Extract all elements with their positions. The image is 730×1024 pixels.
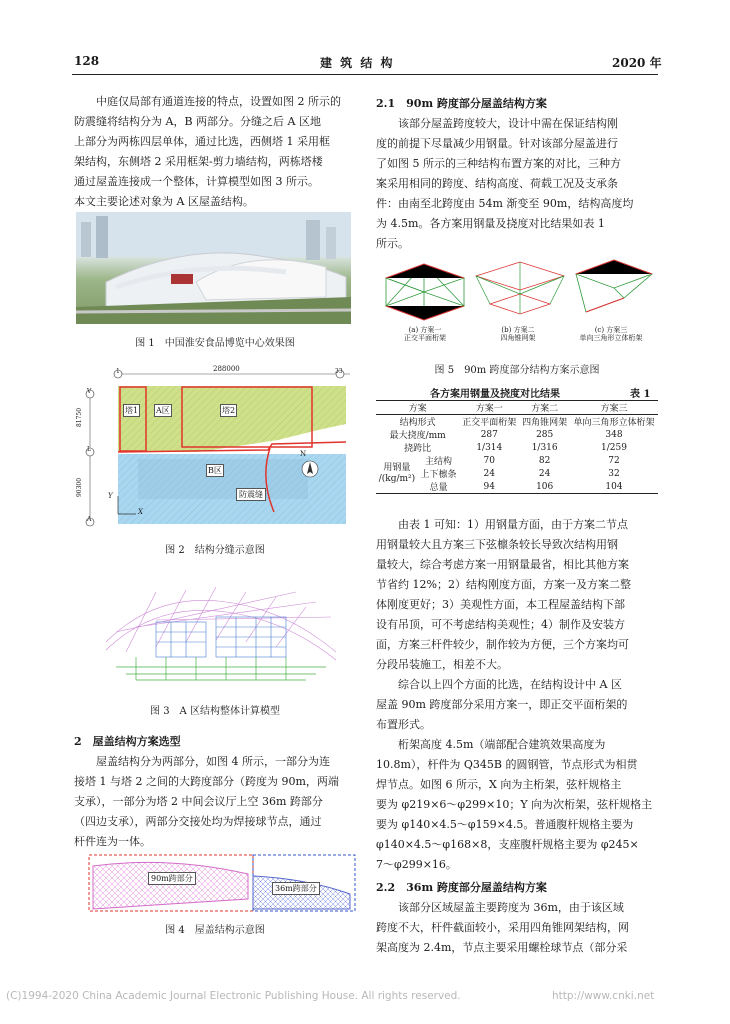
figure-3-caption: 图 3 A 区结构整体计算模型 (150, 706, 280, 717)
figure-5-schemes (380, 256, 656, 348)
figure-4-roof (88, 854, 356, 912)
plan-axis-A: A (87, 516, 92, 523)
plan-y-label: Y (108, 492, 113, 500)
table-cell: 106 (536, 481, 554, 492)
table-header-1: 方案一 (475, 404, 503, 414)
table-cell: 24 (538, 468, 551, 479)
fig5-sub-a: (a) 方案一 正交平面桁架 (404, 326, 446, 342)
table-cell: 82 (538, 455, 551, 466)
table-cell: 72 (608, 455, 620, 466)
table-cell: 94 (483, 481, 495, 492)
table-1-title: 各方案用钢量及挠度对比结果 (430, 389, 560, 400)
table-header-scheme: 方案 (408, 404, 427, 414)
table-cell: 正交平面桁架 (462, 418, 517, 428)
figure-1-rendering (76, 212, 351, 324)
table-cell: 1/259 (601, 442, 627, 453)
plan-label-zone-a: A区 (156, 406, 170, 415)
table-header-2: 方案二 (531, 404, 559, 414)
table-cell: 287 (480, 429, 498, 440)
journal-title: 建 筑 结 构 (320, 56, 395, 70)
plan-axis-33: 33 (335, 368, 343, 375)
right-paragraph-2: 由表 1 可知：1）用钢量方面，由于方案二节点 用钢量较大且方案三下弦檩条较长导致次结构用钢 量较大，综合考虑方案一用钢量最省，相比其他方案 节省约 12%；2）结构刚度方面，方案一及方案二整 体刚度更好；3）美观性方面，本工程屋盖结构下部 设有吊顶，可不考虑结构美观性；4）制作及安装方 面，方案三杆件较少，制作较为方便，三个方案均可 分段吊装施工，相差不大。 (376, 518, 631, 671)
plan-axis-V: V (87, 388, 92, 395)
label-90m-part: 90m跨部分 (148, 872, 196, 885)
fig5-sub-c: (c) 方案三 单向三角形立体桁架 (579, 326, 643, 342)
figure-4-caption: 图 4 屋盖结构示意图 (165, 925, 265, 936)
left-paragraph-1: 中庭仅局部有通道连接的特点，设置如图 2 所示的 防震缝将结构分为 A，B 两部分。分缝之后 A 区地 上部分为两栋四层单体，通过比选，西侧塔 1 采用框 架结构，东侧塔 2 采用框架-剪力墙结构，两栋塔楼 通过屋盖连接成一个整体，计算模型如图 3 所示。 本文主要论述对象为 A 区屋盖结构。 (74, 95, 341, 208)
journal-year: 2020 年 (612, 56, 662, 70)
table-row-label: 最大挠度/mm (389, 431, 446, 441)
label-36m-part: 36m跨部分 (272, 882, 320, 895)
table-cell: 285 (536, 429, 554, 440)
footer-url[interactable]: http://www.cnki.net (552, 990, 655, 1002)
plan-axis-L: L (87, 446, 91, 453)
figure-2-plan (78, 364, 358, 532)
table-cell: 24 (483, 468, 495, 479)
header-rule (72, 74, 658, 75)
page-number: 128 (74, 54, 100, 68)
table-row-label: 结构形式 (399, 418, 436, 428)
table-cell: 104 (605, 481, 623, 492)
table-row-label-steel: 用钢量 /(kg/m²) (378, 462, 416, 484)
plan-label-joint: 防震缝 (236, 488, 266, 501)
table-cell: 70 (483, 455, 495, 466)
table-cell: 1/316 (531, 442, 558, 453)
section-2-1-title: 2.1 90m 跨度部分屋盖结构方案 (376, 97, 547, 110)
plan-label-tower1: 塔1 (125, 406, 139, 415)
fig5-sub-b: (b) 方案二 四角锥网架 (500, 326, 536, 342)
table-1-label: 表 1 (630, 389, 651, 400)
table-cell: 32 (608, 468, 620, 479)
plan-axis-1: 1 (116, 368, 120, 375)
figure-3-model (96, 572, 346, 690)
plan-x-label: X (138, 508, 143, 516)
plan-label-tower2: 塔2 (222, 406, 236, 415)
left-paragraph-2: 屋盖结构分为两部分，如图 4 所示，一部分为连 接塔 1 与塔 2 之间的大跨度部分（跨度为 90m，两端 支承），一部分为塔 2 中间会议厅上空 36m 跨部分 （四边支承），两部分交接处均为焊接球节点，通过 杆件连为一体。 (74, 755, 339, 848)
figure-2-caption: 图 2 结构分缝示意图 (165, 545, 265, 556)
table-1 (376, 400, 658, 494)
right-paragraph-4: 桁架高度 4.5m（端部配合建筑效果高度为 10.8m），杆件为 Q345B 的圆钢管，节点形式为相贯 焊节点。如图 6 所示，X 向为主桁架，弦杆规格主 要为 φ219×6～φ299×10；Y 向为次桁架，弦杆规格主 要为 φ140×4.5～φ159×4.5。普通腹杆规格主要为 φ140×4.5～φ168×8，支座腹杆规格主要为 φ245× 7～φ299×16。 (376, 738, 653, 871)
section-2-2-title: 2.2 36m 跨度部分屋盖结构方案 (376, 881, 547, 894)
table-cell: 1/314 (476, 442, 503, 453)
right-paragraph-5: 该部分区域屋盖主要跨度为 36m，由于该区域 跨度不大，杆件截面较小，采用四角锥网架结构，网 架高度为 2.4m，节点主要采用螺栓球节点（部分采 (376, 901, 629, 954)
table-header-3: 方案三 (600, 404, 628, 414)
footer-copyright: (C)1994-2020 China Academic Journal Electronic Publishing House. All rights reserved. (6, 990, 461, 1002)
table-cell: 单向三角形立体桁架 (573, 418, 655, 428)
plan-dim-left-upper: 81750 (76, 407, 84, 428)
figure-5-caption: 图 5 90m 跨度部分结构方案示意图 (434, 365, 600, 376)
table-cell: 348 (605, 429, 623, 440)
table-row-label: 上下檩条 (420, 470, 457, 480)
table-row-label: 主结构 (425, 457, 453, 467)
table-cell: 四角锥网架 (522, 418, 568, 428)
figure-1-caption: 图 1 中国淮安食品博览中心效果图 (135, 338, 295, 349)
table-row-label: 挠跨比 (404, 444, 432, 454)
right-paragraph-3: 综合以上四个方面的比选，在结构设计中 A 区 屋盖 90m 跨度部分采用方案一，即正交平面桁架的 布置形式。 (376, 678, 628, 731)
plan-dim-left-lower: 90300 (76, 477, 84, 498)
section-2-title: 2 屋盖结构方案选型 (74, 735, 181, 748)
plan-north-label: N (300, 450, 307, 458)
table-row-label: 总量 (429, 483, 448, 493)
plan-dim-top: 288000 (213, 365, 240, 373)
right-paragraph-1: 该部分屋盖跨度较大，设计中需在保证结构刚 度的前提下尽量减少用钢量。针对该部分屋盖进行 了如图 5 所示的三种结构布置方案的对比，三种方 案采用相同的跨度、结构高度、荷载工况及支承条 件：由南至北跨度由 54m 渐变至 90m，结构高度均 为 4.5m。各方案用钢量及挠度对比结果如表 1 所示。 (376, 117, 634, 250)
plan-label-zone-b: B区 (208, 466, 222, 475)
